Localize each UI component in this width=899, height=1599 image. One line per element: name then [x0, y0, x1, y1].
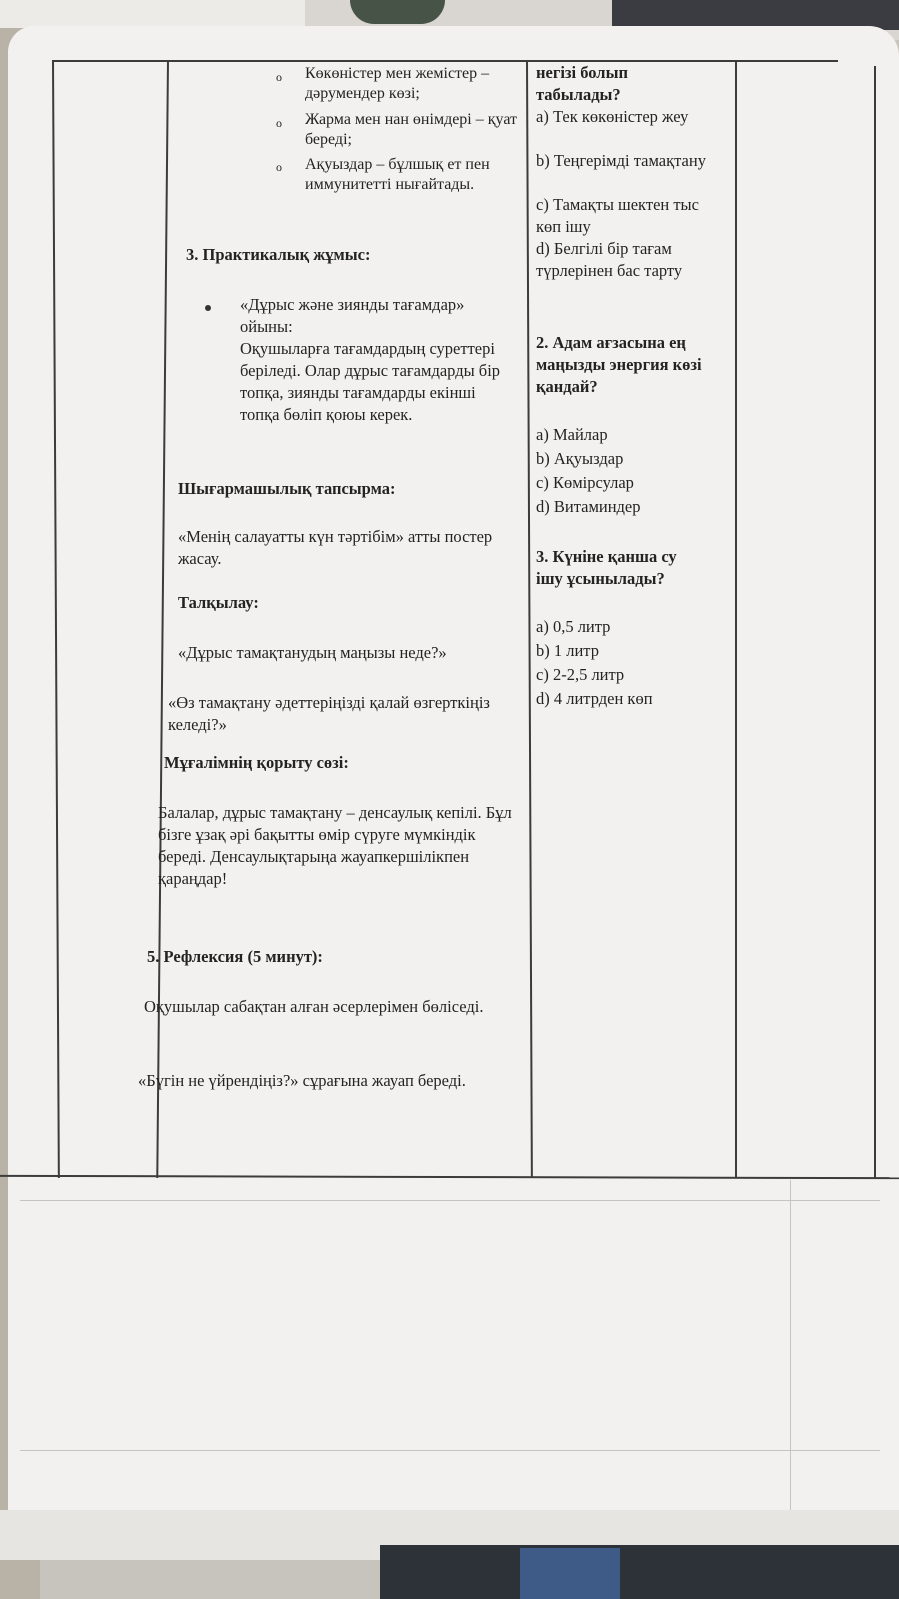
paper-under: [0, 0, 305, 28]
answer-option: a) Майлар: [536, 425, 608, 444]
discussion-heading: Талқылау:: [178, 593, 259, 612]
bleed-line: [20, 1200, 880, 1201]
answer-option: b) 1 литр: [536, 641, 599, 660]
reflection-heading: 5. Рефлексия (5 минут):: [147, 947, 323, 966]
desk-object: [350, 0, 445, 24]
game-title: «Дұрыс және зиянды тағамдар»: [240, 295, 465, 314]
circle-bullet: o: [276, 116, 282, 130]
creative-text: «Менің салауатты күн тәртібім» атты постер жасау.: [178, 527, 493, 568]
circle-bullet: o: [276, 70, 282, 84]
bullet-text: Ақуыздар – бұлшық ет пен иммунитетті нығайтады.: [305, 156, 490, 193]
answer-option: d) Витаминдер: [536, 497, 641, 516]
bleed-line: [790, 1180, 791, 1510]
answer-option: a) 0,5 литр: [536, 617, 611, 636]
reflection-text: Оқушылар сабақтан алған әсерлерімен бөліседі.: [144, 997, 484, 1016]
teacher-heading: Мұғалімнің қорыту сөзі:: [164, 753, 349, 772]
answer-option: b) Теңгерімді тамақтану: [536, 151, 706, 170]
discussion-question: «Дұрыс тамақтанудың маңызы неде?»: [178, 643, 447, 662]
answer-option: d) 4 литрден көп: [536, 689, 653, 708]
bleed-line: [20, 1450, 880, 1451]
game-description: Оқушыларға тағамдардың суреттері беріледі. Олар дұрыс тағамдарды бір топқа, зиянды тағамдарды екінші топқа бөліп қоюы керек.: [240, 339, 501, 424]
question-2: 2. Адам ағзасына ең маңызды энергия көзі қандай?: [536, 333, 702, 396]
table-top-border: [52, 60, 838, 62]
bullet-text: Жарма мен нан өнімдері – қуат береді;: [305, 111, 517, 148]
answer-option: c) Тамақты шектен тыс көп ішу: [536, 195, 699, 236]
bullet-text: Көкөністер мен жемістер – дәрумендер көзі;: [305, 65, 490, 102]
discussion-question: «Өз тамақтану әдеттеріңізді қалай өзгерткіңіз келеді?»: [168, 693, 490, 734]
column-divider: [735, 60, 737, 1178]
desk-object-blue: [520, 1548, 620, 1599]
question-3: 3. Күніне қанша су ішу ұсынылады?: [536, 547, 677, 588]
answer-option: c) 2-2,5 литр: [536, 665, 625, 684]
table-right-border: [874, 66, 876, 1178]
practical-heading: 3. Практикалық жұмыс:: [186, 245, 371, 264]
answer-option: b) Ақуыздар: [536, 449, 624, 468]
game-title-cont: ойыны:: [240, 317, 293, 336]
circle-bullet: o: [276, 160, 282, 174]
desk-bottom: [380, 1545, 899, 1599]
answer-option: c) Көмірсулар: [536, 473, 634, 492]
teacher-text: Балалар, дұрыс тамақтану – денсаулық кепілі. Бұл бізге ұзақ әрі бақытты өмір сүруге мүмкіндік береді. Денсаулықтарыңа жауапкершілікпен қараңдар!: [158, 803, 512, 888]
answer-option: a) Тек көкөністер жеу: [536, 107, 689, 126]
question-continuation: негізі болып табылады?: [536, 63, 628, 104]
creative-heading: Шығармашылық тапсырма:: [178, 479, 396, 498]
reflection-question: «Бүгін не үйрендіңіз?» сұрағына жауап береді.: [138, 1071, 466, 1090]
answer-option: d) Белгілі бір тағам түрлерінен бас тарту: [536, 239, 683, 280]
bullet-dot: [205, 305, 211, 311]
